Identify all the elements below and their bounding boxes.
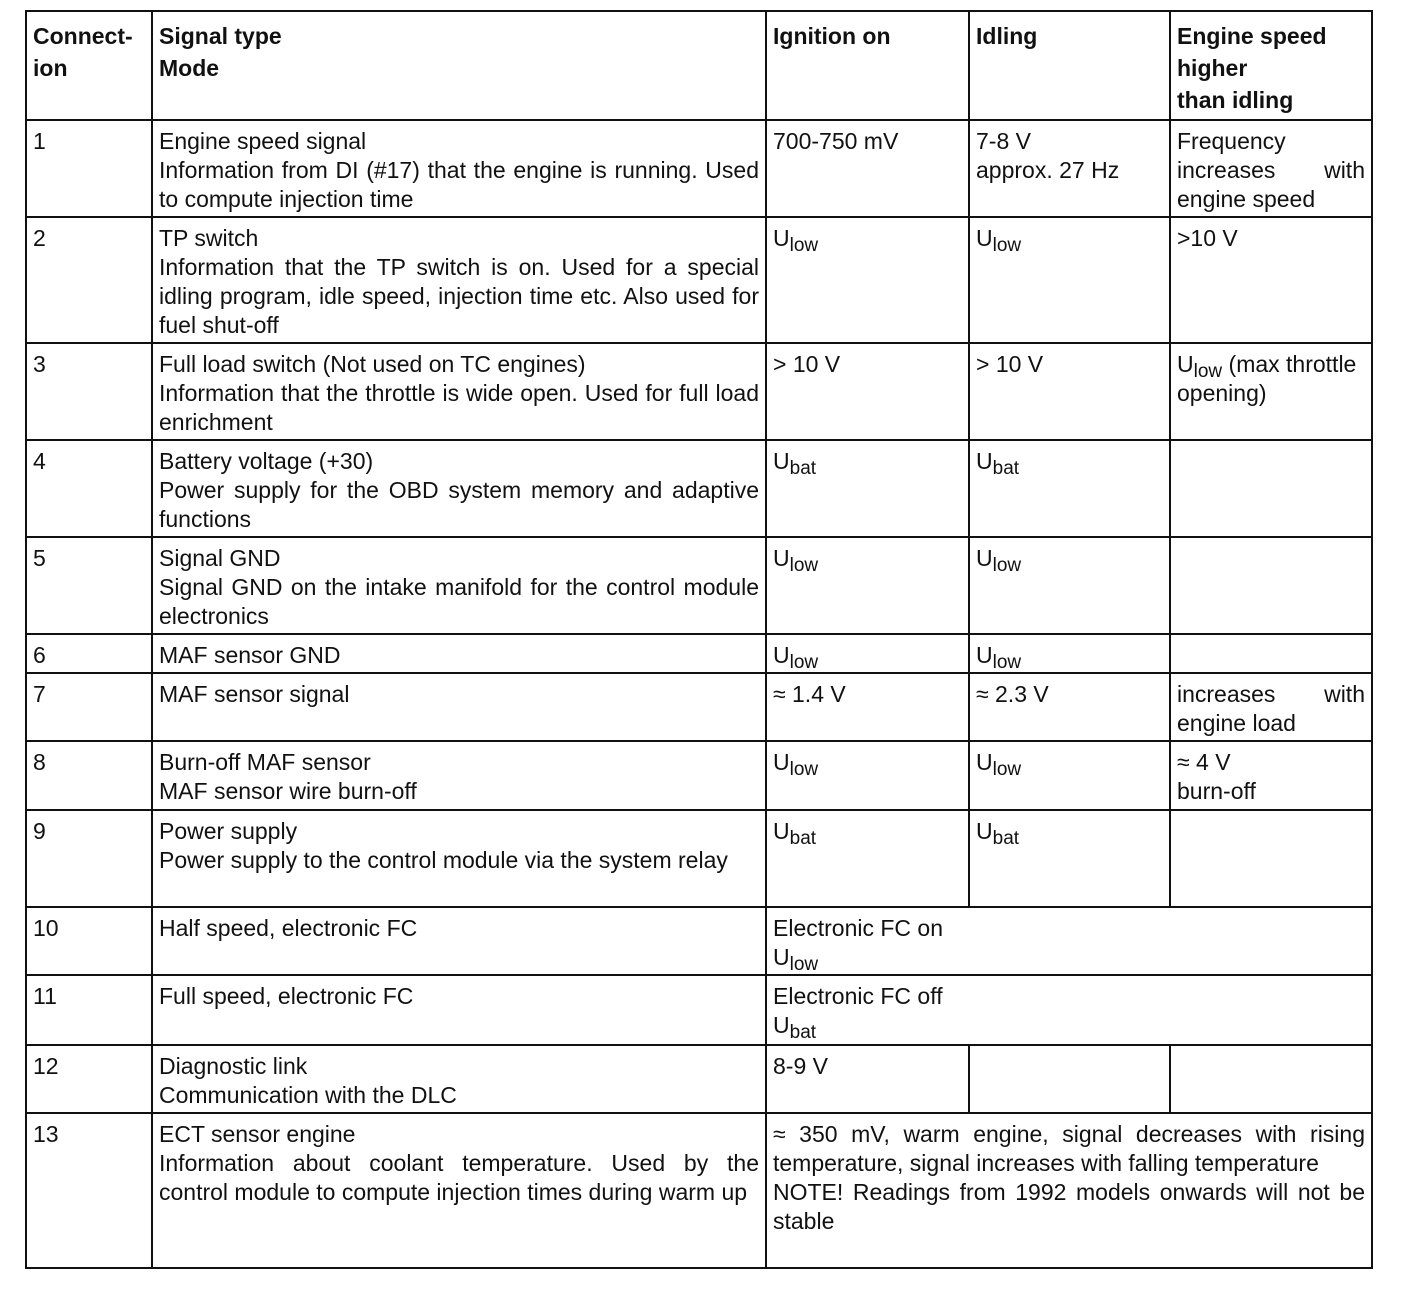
ignition-on-cell-subscript: low <box>789 652 819 673</box>
table-row <box>26 975 1372 1045</box>
header-signal-line1: Signal type <box>159 23 282 49</box>
table-row <box>26 1113 1372 1268</box>
engine-speed-cell-symbol: U <box>1177 351 1194 377</box>
idling-cell-value <box>976 224 1163 256</box>
engine-speed-cell <box>1170 217 1372 343</box>
header-engine-speed <box>1170 11 1372 120</box>
engine-speed-cell <box>1170 810 1372 907</box>
connection-number <box>26 907 152 975</box>
ignition-on-cell-symbol: U <box>773 545 790 571</box>
header-idling-label: Idling <box>976 23 1038 49</box>
engine-speed-cell-text: Frequency increases with engine speed <box>1177 128 1365 212</box>
idling-cell <box>969 343 1170 440</box>
ignition-on-cell-symbol: U <box>773 225 790 251</box>
header-speed-line1: Engine speed <box>1177 23 1327 49</box>
connection-number-text: 13 <box>33 1121 59 1147</box>
engine-speed-cell <box>1170 634 1372 673</box>
idling-cell-symbol: U <box>976 749 993 775</box>
idling-cell <box>969 440 1170 537</box>
signal-description: Communication with the DLC <box>159 1082 457 1108</box>
idling-cell <box>969 537 1170 634</box>
signal-description: Information that the TP switch is on. Used for a special idling program, idle speed, injection time etc. Also used for fuel shut-off <box>159 254 759 338</box>
engine-speed-cell <box>1170 673 1372 741</box>
idling-cell <box>969 810 1170 907</box>
signal-description: Power supply for the OBD system memory and adaptive functions <box>159 477 759 532</box>
connection-number <box>26 343 152 440</box>
header-idling <box>969 11 1170 120</box>
signal-type <box>152 975 766 1045</box>
engine-speed-cell <box>1170 120 1372 217</box>
ignition-on-cell-value <box>773 447 962 479</box>
ignition-on-cell-symbol: U <box>773 448 790 474</box>
idling-cell-subscript: low <box>992 652 1022 673</box>
idling-cell-text: > 10 V <box>976 351 1044 377</box>
ignition-on-cell <box>766 741 969 810</box>
span-value <box>766 1113 1372 1268</box>
ignition-on-cell-text: 8-9 V <box>773 1053 828 1079</box>
signal-title: Engine speed signal <box>159 128 367 154</box>
idling-cell-subscript: low <box>992 759 1022 780</box>
ignition-on-cell-text: ≈ 1.4 V <box>773 681 846 707</box>
table-row <box>26 1045 1372 1113</box>
engine-speed-cell-text: >10 V <box>1177 225 1238 251</box>
connection-number <box>26 975 152 1045</box>
connection-number-text: 9 <box>33 818 46 844</box>
idling-cell-value <box>976 544 1163 576</box>
ignition-on-cell-symbol: U <box>773 749 790 775</box>
signal-type <box>152 810 766 907</box>
idling-cell-symbol: U <box>976 818 993 844</box>
ignition-on-cell <box>766 673 969 741</box>
engine-speed-cell <box>1170 1045 1372 1113</box>
idling-cell-subscript: low <box>992 555 1022 576</box>
ignition-on-cell <box>766 537 969 634</box>
ignition-on-cell-value <box>773 748 962 780</box>
idling-cell-subscript: bat <box>992 458 1020 479</box>
connection-number-text: 5 <box>33 545 46 571</box>
signal-type <box>152 343 766 440</box>
signal-description: Power supply to the control module via the system relay <box>159 847 728 873</box>
connection-number-text: 8 <box>33 749 46 775</box>
idling-cell-text: ≈ 2.3 V <box>976 681 1049 707</box>
signal-title: MAF sensor GND <box>159 642 341 668</box>
signal-title: Full load switch (Not used on TC engines) <box>159 351 586 377</box>
span-value <box>766 975 1372 1045</box>
engine-speed-cell-value <box>1177 350 1365 408</box>
signal-title: ECT sensor engine <box>159 1121 356 1147</box>
table-row <box>26 673 1372 741</box>
ignition-on-cell-text: 700-750 mV <box>773 128 899 154</box>
signal-title: Diagnostic link <box>159 1053 308 1079</box>
signal-description: MAF sensor wire burn-off <box>159 778 417 804</box>
ignition-on-cell-text: > 10 V <box>773 351 841 377</box>
connection-number-text: 6 <box>33 642 46 668</box>
connection-number-text: 3 <box>33 351 46 377</box>
signal-title: Power supply <box>159 818 298 844</box>
connection-number <box>26 673 152 741</box>
ignition-on-cell-value <box>773 544 962 576</box>
idling-cell-value <box>976 748 1163 780</box>
connection-number <box>26 217 152 343</box>
signal-title: Half speed, electronic FC <box>159 915 418 941</box>
header-speed-line2: higher <box>1177 55 1248 81</box>
header-connection <box>26 11 152 120</box>
signal-title: Battery voltage (+30) <box>159 448 374 474</box>
span-voltage-value <box>773 943 1365 975</box>
idling-cell-symbol: U <box>976 545 993 571</box>
span-voltage-symbol: U <box>773 944 790 970</box>
ignition-on-cell-subscript: low <box>789 555 819 576</box>
header-row <box>26 11 1372 120</box>
idling-cell-text: 7-8 V approx. 27 Hz <box>976 128 1120 183</box>
ignition-on-cell <box>766 810 969 907</box>
header-ignition-on <box>766 11 969 120</box>
table-row <box>26 741 1372 810</box>
signal-title: Full speed, electronic FC <box>159 983 414 1009</box>
signal-description: Signal GND on the intake manifold for the control module electronics <box>159 574 759 629</box>
signal-title: Signal GND <box>159 545 281 571</box>
table-row <box>26 217 1372 343</box>
ignition-on-cell-subscript: bat <box>789 458 817 479</box>
connection-number-text: 2 <box>33 225 46 251</box>
table-row <box>26 537 1372 634</box>
idling-cell-value <box>976 641 1163 673</box>
signal-title: Burn-off MAF sensor <box>159 749 371 775</box>
signal-description: Information from DI (#17) that the engine is running. Used to compute injection time <box>159 157 759 212</box>
header-connection-line2: ion <box>33 55 68 81</box>
engine-speed-cell <box>1170 741 1372 810</box>
table-row <box>26 343 1372 440</box>
span-voltage-subscript: low <box>789 954 819 975</box>
connection-number <box>26 120 152 217</box>
idling-cell-value <box>976 817 1163 849</box>
ignition-on-cell <box>766 120 969 217</box>
connection-number-text: 12 <box>33 1053 59 1079</box>
idling-cell <box>969 741 1170 810</box>
ignition-on-cell-subscript: low <box>789 235 819 256</box>
ignition-on-cell <box>766 343 969 440</box>
ignition-on-cell <box>766 1045 969 1113</box>
ignition-on-cell <box>766 634 969 673</box>
span-value-text: Electronic FC on <box>773 915 944 941</box>
signal-type <box>152 1045 766 1113</box>
connection-number <box>26 1113 152 1268</box>
ignition-on-cell-symbol: U <box>773 642 790 668</box>
ignition-on-cell-symbol: U <box>773 818 790 844</box>
idling-cell <box>969 217 1170 343</box>
ignition-on-cell-subscript: bat <box>789 828 817 849</box>
signal-description: Information that the throttle is wide open. Used for full load enrichment <box>159 380 759 435</box>
engine-speed-cell-suffix: (max throttle opening) <box>1177 351 1357 406</box>
signal-type <box>152 120 766 217</box>
header-connection-line1: Connect- <box>33 23 133 49</box>
idling-cell <box>969 1045 1170 1113</box>
signal-type <box>152 673 766 741</box>
connection-number <box>26 440 152 537</box>
table-row <box>26 907 1372 975</box>
engine-speed-cell <box>1170 343 1372 440</box>
span-voltage-subscript: bat <box>789 1022 817 1043</box>
ignition-on-cell <box>766 217 969 343</box>
ignition-on-cell-value <box>773 224 962 256</box>
connection-number-text: 11 <box>33 983 57 1009</box>
idling-cell-symbol: U <box>976 225 993 251</box>
signal-type <box>152 741 766 810</box>
connection-number-text: 4 <box>33 448 46 474</box>
connection-number <box>26 634 152 673</box>
signal-description: Information about coolant temperature. Used by the control module to compute injection times during warm up <box>159 1150 759 1205</box>
idling-cell-value <box>976 447 1163 479</box>
span-value-text: ≈ 350 mV, warm engine, signal decreases with rising temperature, signal increases with falling temperature <box>773 1121 1365 1176</box>
idling-cell <box>969 673 1170 741</box>
ignition-on-cell-value <box>773 641 962 673</box>
span-value-text: Electronic FC off <box>773 983 943 1009</box>
connection-number <box>26 537 152 634</box>
engine-speed-cell <box>1170 440 1372 537</box>
signal-type <box>152 440 766 537</box>
header-signal-line2: Mode <box>159 55 220 81</box>
signal-title: TP switch <box>159 225 259 251</box>
connection-number <box>26 741 152 810</box>
signal-type <box>152 1113 766 1268</box>
span-voltage-value <box>773 1011 1365 1043</box>
table-row <box>26 120 1372 217</box>
connection-number-text: 7 <box>33 681 46 707</box>
table-row <box>26 810 1372 907</box>
connection-number-text: 1 <box>33 128 46 154</box>
signal-title: MAF sensor signal <box>159 681 350 707</box>
ignition-on-cell <box>766 440 969 537</box>
signal-type <box>152 537 766 634</box>
span-value <box>766 907 1372 975</box>
span-voltage-symbol: U <box>773 1012 790 1038</box>
table-row <box>26 440 1372 537</box>
engine-speed-cell <box>1170 537 1372 634</box>
idling-cell-subscript: low <box>992 235 1022 256</box>
header-signal-type <box>152 11 766 120</box>
connection-number <box>26 810 152 907</box>
signal-type <box>152 634 766 673</box>
ignition-on-cell-subscript: low <box>789 759 819 780</box>
signal-type <box>152 907 766 975</box>
ignition-on-cell-value <box>773 817 962 849</box>
connection-number-text: 10 <box>33 915 59 941</box>
connection-number <box>26 1045 152 1113</box>
connector-signal-table <box>25 10 1373 1269</box>
signal-type <box>152 217 766 343</box>
idling-cell-subscript: bat <box>992 828 1020 849</box>
span-value-note: NOTE! Readings from 1992 models onwards will not be stable <box>773 1179 1365 1234</box>
idling-cell <box>969 634 1170 673</box>
header-speed-line3: than idling <box>1177 87 1294 113</box>
idling-cell-symbol: U <box>976 642 993 668</box>
engine-speed-cell-text: increases with engine load <box>1177 681 1365 736</box>
engine-speed-cell-text: ≈ 4 V burn-off <box>1177 749 1256 804</box>
idling-cell <box>969 120 1170 217</box>
header-ignition-label: Ignition on <box>773 23 891 49</box>
idling-cell-symbol: U <box>976 448 993 474</box>
engine-speed-cell-subscript: low <box>1193 361 1223 382</box>
table-row <box>26 634 1372 673</box>
